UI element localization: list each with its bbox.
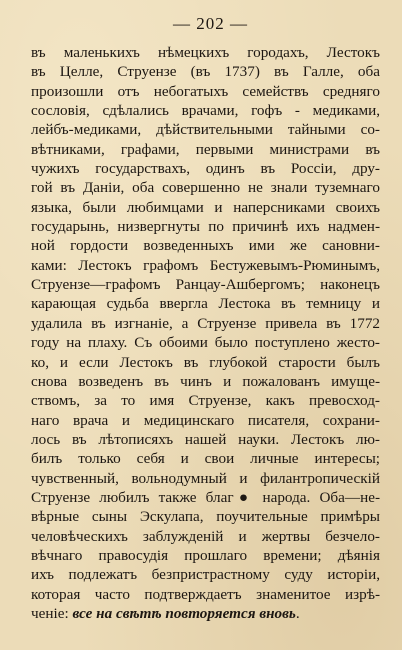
text-line: вѣтниками, графами, первыми министрами въ (31, 140, 380, 158)
text-line: человѣческихъ заблужденій и жертвы безчело- (31, 527, 380, 545)
text-line: чужихъ государствахъ, одинъ въ Россіи, дру- (31, 160, 380, 178)
text-line: въ маленькихъ нѣмецкихъ городахъ, Лестокъ (31, 44, 380, 61)
text-line: произошли отъ небогатыхъ семействъ средняго (31, 82, 380, 100)
text-line: карающая судьба ввергла Лестока въ темницу и (31, 295, 380, 313)
text-line: наго врача и медицинскаго писателя, сохрани- (31, 411, 380, 429)
final-line-suffix: . (295, 604, 300, 622)
text-line: языка, были любимцами и наперсниками своихъ (31, 198, 380, 216)
text-line: ствомъ, за то имя Струензе, какъ превосход- (31, 392, 380, 410)
text-line: лейбъ-медиками, дѣйствительными тайными со- (31, 121, 380, 139)
text-line: ко, и если Лестокъ въ глубокой старости былъ (31, 353, 380, 371)
text-line: ихъ подлежатъ безпристрастному суду исторіи, (31, 566, 380, 584)
text-line: лось въ лѣтописяхъ нашей науки. Лестокъ лю- (31, 430, 380, 448)
text-line: удалила въ изгнаніе, а Струензе привела въ 1772 (31, 314, 380, 332)
text-line: гой въ Даніи, оба совершенно не знали туземнаго (31, 179, 380, 197)
text-line: государынь, низвергнуты по причинѣ ихъ надмен- (31, 218, 380, 236)
text-line: Струензе—графомъ Ранцау-Ашбергомъ; наконецъ (31, 276, 380, 294)
text-line: чувственный, вольнодумный и филантропическій (31, 469, 380, 487)
text-line: году на плаху. Съ обоими было поступлено жесто- (31, 334, 380, 352)
text-line: въ Целле, Струензе (въ 1737) въ Галле, оба (31, 63, 380, 81)
body-text (31, 43, 380, 623)
final-line-prefix: ченіе: (31, 604, 73, 622)
text-line: снова возведенъ въ чинъ и пожалованъ имуще- (31, 372, 380, 390)
text-line: сословія, сдѣлались врачами, гофъ - медиками, (31, 102, 380, 120)
text-line: ками: Лестокъ графомъ Бестужевымъ-Рюминымъ, (31, 256, 380, 274)
text-line-final (31, 604, 380, 623)
text-line: билъ только себя и свои личные интересы; (31, 450, 380, 468)
text-line: ной гордости возведенныхъ ими же сановни- (31, 237, 380, 255)
text-line: Струензе любилъ также благ● народа. Оба—не- (31, 488, 380, 506)
page-number: — 202 — (173, 14, 248, 33)
text-line: вѣчнаго правосудія прошлаго времени; дѣянія (31, 546, 380, 564)
emphasized-quote: все на свѣтѣ повторяется вновь (72, 604, 296, 622)
text-line: которая часто подтверждаетъ знаменитое изрѣ- (31, 585, 380, 603)
text-line: вѣрные сыны Эскулапа, поучительные примѣры (31, 508, 380, 526)
